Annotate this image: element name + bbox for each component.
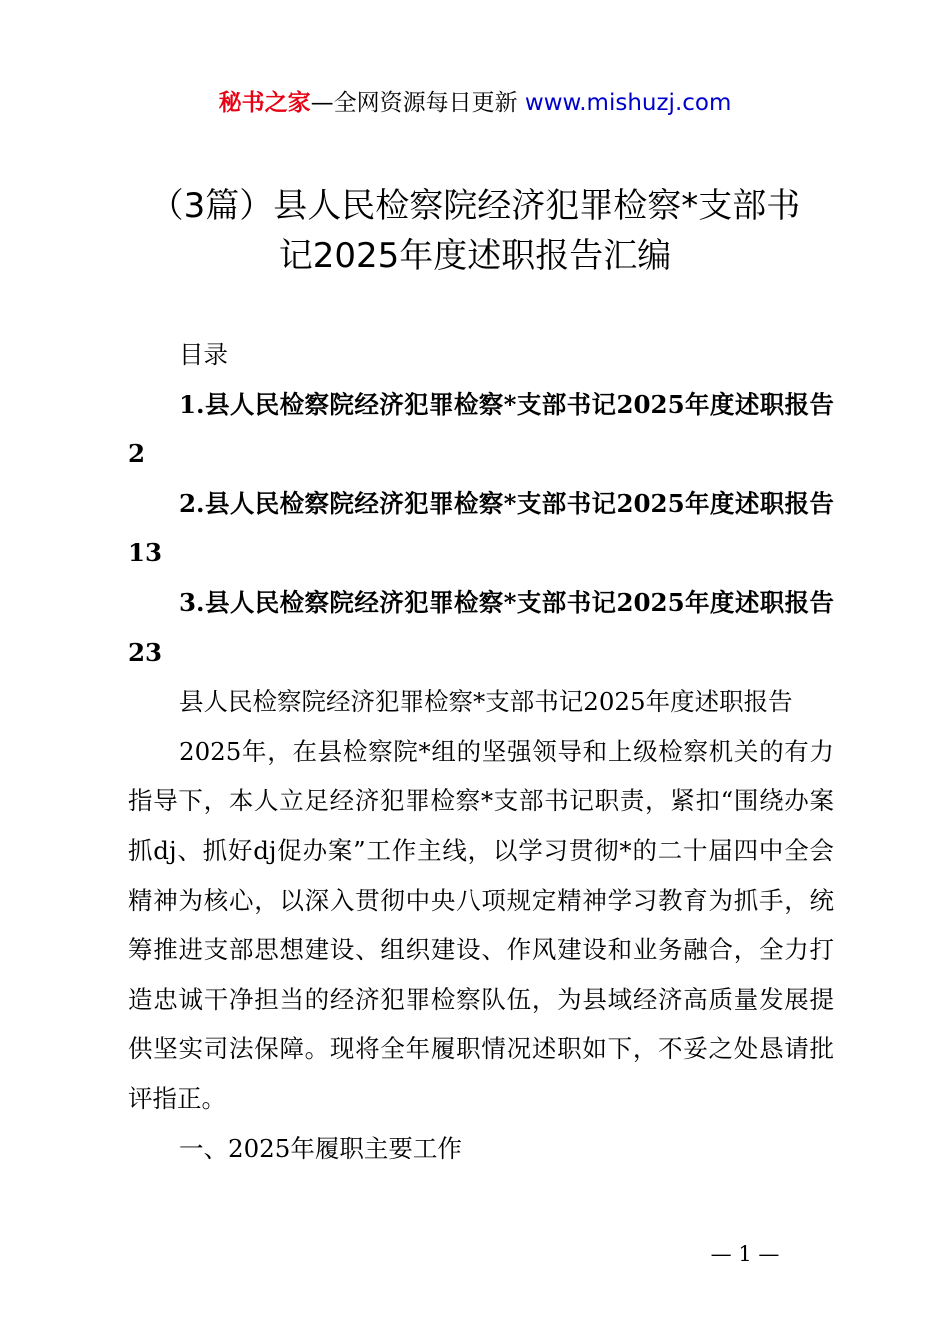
document-title-line-1: （3篇）县人民检察院经济犯罪检察*支部书 <box>149 186 801 226</box>
site-url-link[interactable]: www.mishuzj.com <box>524 90 732 116</box>
document-title-line-2: 记2025年度述职报告汇编 <box>278 236 672 276</box>
toc-item-3: 3.县人民检察院经济犯罪检察*支部书记2025年度述职报告23 <box>128 587 834 667</box>
toc-item-2: 2.县人民检察院经济犯罪检察*支部书记2025年度述职报告13 <box>128 488 834 568</box>
section-heading-1: 一、2025年履职主要工作 <box>179 1133 462 1163</box>
document-title <box>110 181 840 281</box>
page-number: — 1 — <box>710 1242 780 1266</box>
brand-name: 秘书之家 <box>218 90 311 116</box>
site-header <box>0 86 950 120</box>
header-slogan: —全网资源每日更新 <box>310 90 525 116</box>
intro-paragraph: 2025年，在县检察院*组的坚强领导和上级检察机关的有力指导下，本人立足经济犯罪检察*支部书记职责，紧扣“围绕办案抓dj、抓好dj促办案”工作主线，以学习贯彻*的二十届四中全会精神为核心，以深入贯彻中央八项规定精神学习教育为抓手，统筹推进支部思想建设、组织建设、作风建设和业务融合，全力打造忠诚干净担当的经济犯罪检察队伍，为县域经济高质量发展提供坚实司法保障。现将全年履职情况述职如下，不妥之处恳请批评指正。 <box>128 736 834 1113</box>
document-body <box>128 330 834 1173</box>
toc-item-1: 1.县人民检察院经济犯罪检察*支部书记2025年度述职报告2 <box>128 389 834 469</box>
article-title: 县人民检察院经济犯罪检察*支部书记2025年度述职报告 <box>179 687 793 717</box>
toc-heading: 目录 <box>179 340 228 369</box>
